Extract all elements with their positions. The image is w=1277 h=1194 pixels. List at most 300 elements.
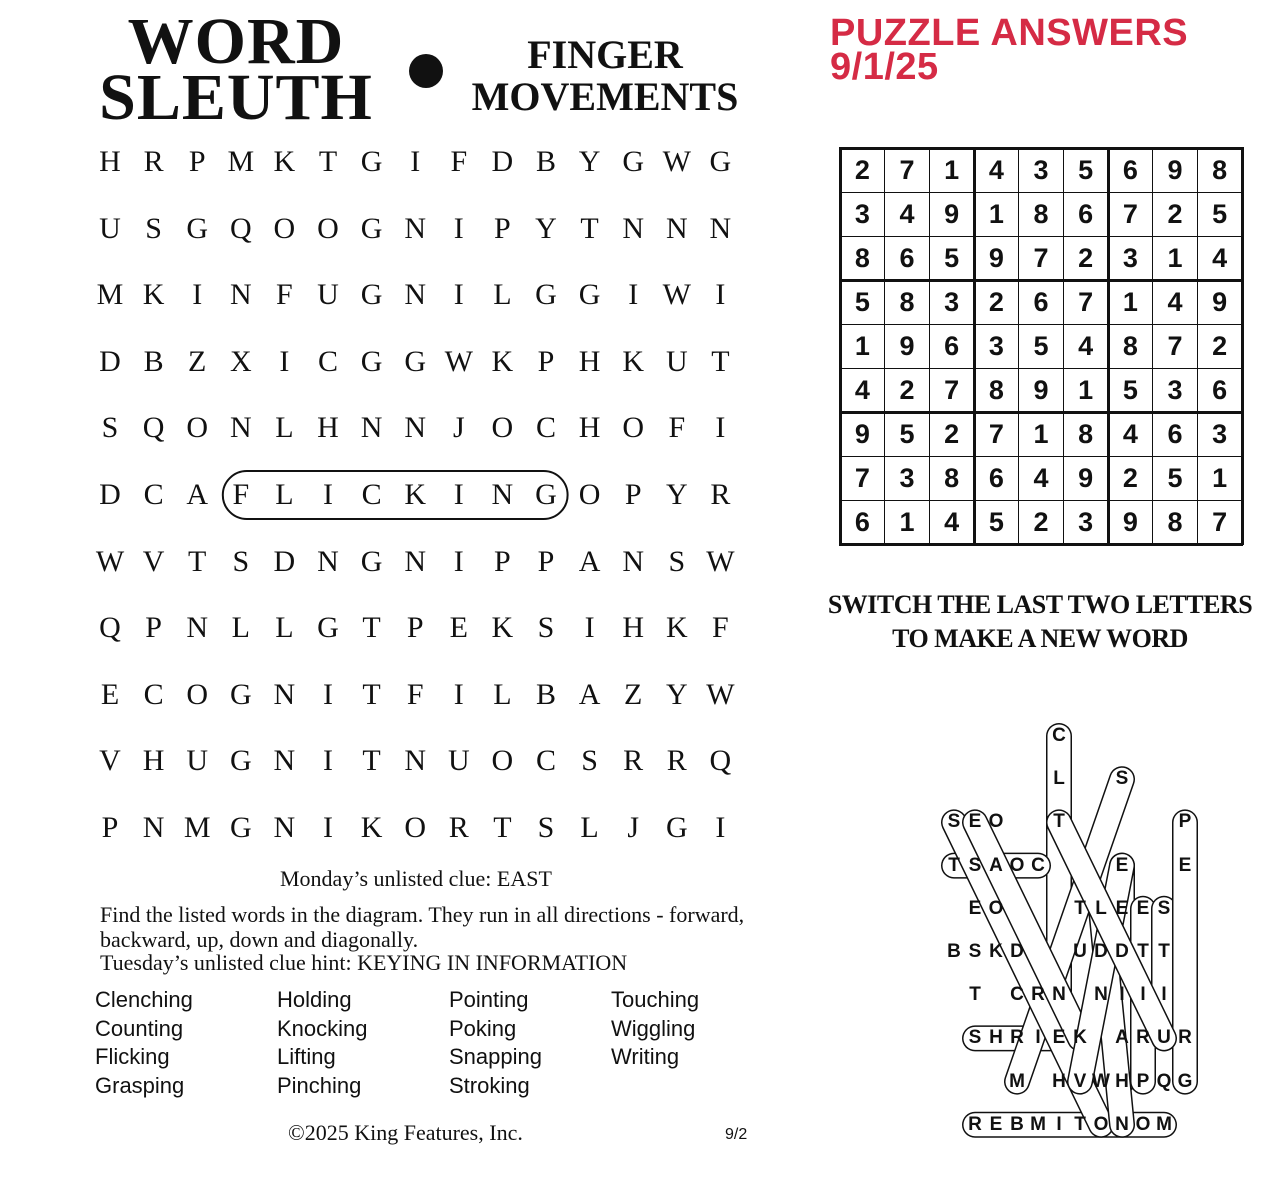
grid-letter: N — [622, 544, 645, 578]
grid-letter: T — [711, 344, 730, 378]
grid-letter: R — [143, 145, 164, 178]
word-list-item: Grasping — [95, 1072, 185, 1098]
grid-letter: Z — [624, 677, 643, 711]
answers-title-line-1: PUZZLE ANSWERS — [830, 12, 1189, 54]
switch-grid-letter: B — [947, 941, 961, 962]
switch-grid-letter: I — [1056, 1113, 1062, 1135]
word-list-item: Knocking — [277, 1015, 368, 1041]
grid-letter: I — [715, 278, 726, 312]
switch-grid-letter: O — [988, 811, 1004, 833]
word-list-column-1 — [95, 986, 193, 1100]
grid-letter: W — [662, 278, 691, 312]
switch-grid-letter: R — [1031, 984, 1045, 1006]
grid-letter: G — [622, 145, 645, 178]
grid-letter: A — [578, 677, 601, 711]
word-list-item: Pinching — [277, 1072, 362, 1098]
sudoku-cell: 8 — [1122, 330, 1138, 361]
switch-grid-letter: H — [1052, 1070, 1066, 1092]
sudoku-cell: 5 — [1212, 198, 1228, 229]
grid-letter: P — [188, 145, 206, 178]
switch-grid-letter: N — [1052, 984, 1066, 1006]
switch-grid-letter: O — [1009, 854, 1025, 876]
grid-letter: S — [101, 411, 119, 445]
sudoku-cell: 3 — [854, 198, 870, 229]
word-list-item: Wiggling — [611, 1015, 696, 1041]
switch-grid-letter: C — [1010, 984, 1024, 1006]
monday-clue-value: EAST — [496, 866, 552, 891]
sudoku-cell: 6 — [854, 506, 870, 537]
grid-letter: C — [143, 677, 164, 711]
grid-letter: K — [273, 145, 296, 178]
word-list-item: Poking — [449, 1015, 517, 1041]
sudoku-gridline — [839, 456, 1243, 457]
instructions-text: Find the listed words in the diagram. They run in all directions - forward, backward, up, down and diagonally. — [100, 902, 745, 952]
grid-letter: C — [361, 478, 382, 511]
switch-grid-letter: L — [1095, 897, 1107, 919]
grid-letter: N — [186, 611, 209, 645]
grid-letter: Z — [188, 344, 207, 378]
copyright-notice: ©2025 King Features, Inc. — [288, 1120, 523, 1145]
grid-letter: F — [232, 478, 250, 511]
grid-letter: O — [491, 744, 514, 778]
grid-letter: T — [493, 811, 512, 844]
switch-grid-letter: E — [1136, 897, 1150, 919]
grid-letter: R — [623, 744, 644, 778]
grid-letter: K — [622, 344, 645, 378]
sudoku-cell: 1 — [944, 154, 960, 185]
grid-letter: S — [145, 211, 162, 245]
grid-letter: S — [581, 744, 598, 778]
sudoku-cell: 7 — [854, 462, 870, 493]
sudoku-cell: 7 — [944, 374, 960, 405]
switch-grid-letter: K — [1073, 1027, 1087, 1049]
grid-letter: N — [273, 744, 296, 778]
grid-letter: P — [537, 344, 555, 378]
grid-letter: G — [360, 344, 383, 378]
theme-line-2: MOVEMENTS — [471, 74, 739, 119]
grid-letter: B — [535, 677, 556, 711]
grid-letter: Q — [142, 411, 165, 445]
word-list-item: Pointing — [449, 987, 529, 1012]
grid-letter: G — [535, 478, 557, 511]
grid-letter: K — [404, 478, 427, 511]
grid-letter: O — [317, 211, 339, 245]
switch-grid-letter: V — [1073, 1070, 1087, 1092]
grid-letter: N — [229, 411, 252, 445]
title-line-sleuth: SLEUTH — [99, 61, 373, 134]
grid-letter: G — [709, 145, 732, 178]
switch-letters-title — [820, 588, 1260, 656]
grid-letter: V — [142, 544, 165, 578]
sudoku-cell: 4 — [1122, 418, 1138, 449]
sudoku-cell: 5 — [944, 242, 960, 273]
switch-grid-letter: T — [1137, 941, 1149, 962]
theme-line-1: FINGER — [527, 32, 683, 77]
grid-letter: P — [494, 211, 511, 245]
grid-letter: D — [99, 344, 121, 378]
sudoku-cell: 2 — [1167, 198, 1183, 229]
answers-title — [830, 12, 1189, 88]
grid-letter: G — [578, 278, 601, 312]
sudoku-cell: 9 — [1033, 374, 1049, 405]
grid-letter: Y — [535, 211, 557, 245]
sudoku-cell: 1 — [988, 198, 1004, 229]
sudoku-cell: 2 — [899, 374, 915, 405]
grid-letter: O — [578, 478, 601, 511]
switch-grid-letter: E — [1178, 854, 1192, 876]
sudoku-cell: 3 — [988, 330, 1004, 361]
sudoku-cell: 6 — [1078, 198, 1094, 229]
grid-letter: K — [491, 611, 514, 645]
switch-grid-letter: T — [1074, 897, 1086, 919]
sudoku-cell: 9 — [1212, 286, 1228, 317]
sudoku-cell: 7 — [1033, 242, 1049, 273]
grid-letter: W — [444, 344, 473, 378]
grid-letter: N — [622, 211, 645, 245]
grid-letter: D — [491, 145, 514, 178]
switch-grid-letter: E — [1115, 854, 1129, 876]
grid-letter: F — [276, 278, 293, 312]
sudoku-cell: 5 — [1078, 154, 1094, 185]
grid-letter: K — [491, 344, 514, 378]
grid-letter: R — [666, 744, 687, 778]
sudoku-cell: 1 — [1122, 286, 1138, 317]
grid-letter: O — [273, 211, 296, 245]
grid-letter: S — [537, 611, 555, 645]
grid-letter: J — [627, 811, 640, 844]
sudoku-cell: 9 — [1167, 154, 1183, 185]
grid-letter: J — [452, 411, 465, 445]
grid-letter: W — [662, 145, 691, 178]
sudoku-cell: 8 — [854, 242, 870, 273]
grid-letter: G — [535, 278, 557, 312]
switch-grid-letter: N — [1115, 1113, 1129, 1135]
grid-letter: G — [360, 211, 383, 245]
grid-letter: G — [360, 145, 383, 178]
switch-grid-letter: L — [1053, 768, 1065, 790]
switch-grid-letter: W — [1092, 1070, 1110, 1092]
circled-word-loop — [88, 140, 748, 860]
switch-grid-letter: R — [1136, 1027, 1150, 1049]
grid-letter: L — [275, 611, 294, 645]
sudoku-cell: 9 — [854, 418, 870, 449]
grid-letter: P — [406, 611, 424, 645]
sudoku-answer-grid — [840, 148, 1242, 544]
word-list-item: Holding — [277, 987, 352, 1012]
switch-grid-letter: M — [1009, 1070, 1025, 1092]
grid-letter: I — [323, 677, 333, 711]
sudoku-cell: 2 — [1033, 506, 1049, 537]
sudoku-cell: 4 — [899, 198, 915, 229]
sudoku-cell: 2 — [944, 418, 960, 449]
grid-letter: F — [668, 411, 686, 445]
switch-grid-letter: U — [1073, 941, 1087, 962]
switch-grid-letter: D — [1115, 941, 1129, 962]
switch-grid-letter: G — [1177, 1070, 1193, 1092]
grid-letter: M — [183, 811, 211, 844]
grid-letter: P — [624, 478, 642, 511]
monday-clue — [280, 866, 552, 891]
grid-letter: P — [537, 544, 555, 578]
word-list-item: Snapping — [449, 1044, 542, 1069]
grid-letter: S — [537, 811, 555, 844]
sudoku-cell: 5 — [988, 506, 1004, 537]
switch-grid-letter: B — [1010, 1113, 1024, 1135]
sudoku-cell: 2 — [1122, 462, 1138, 493]
grid-letter: H — [578, 344, 601, 378]
grid-letter: E — [449, 611, 468, 645]
sudoku-cell: 7 — [988, 418, 1004, 449]
grid-letter: L — [275, 411, 294, 445]
switch-grid-letter: T — [1158, 941, 1170, 962]
tuesday-hint — [100, 950, 627, 975]
grid-letter: G — [317, 611, 339, 645]
switch-grid-letter: E — [1115, 897, 1129, 919]
sudoku-cell: 9 — [1078, 462, 1094, 493]
sudoku-cell: 1 — [1078, 374, 1094, 405]
sudoku-cell: 7 — [1167, 330, 1183, 361]
switch-grid-letter: A — [989, 854, 1003, 876]
grid-letter: L — [275, 478, 294, 511]
grid-letter: O — [404, 811, 427, 844]
switch-grid-letter: I — [1035, 1027, 1041, 1049]
puzzle-theme — [455, 34, 755, 118]
sudoku-cell: 8 — [944, 462, 960, 493]
word-list-column-3 — [449, 986, 542, 1100]
sudoku-cell: 9 — [988, 242, 1004, 273]
grid-letter: K — [360, 811, 383, 844]
sudoku-gridline — [1241, 147, 1244, 545]
grid-letter: I — [715, 411, 726, 445]
grid-letter: U — [665, 344, 688, 378]
grid-letter: N — [665, 211, 688, 245]
sudoku-cell: 1 — [854, 330, 870, 361]
sudoku-cell: 8 — [1033, 198, 1049, 229]
switch-grid-letter: D — [1010, 941, 1024, 962]
switch-grid-letter: P — [1136, 1070, 1150, 1092]
grid-letter: F — [712, 611, 729, 645]
switch-grid-letter: T — [948, 854, 960, 876]
grid-letter: S — [668, 544, 686, 578]
sudoku-cell: 4 — [1212, 242, 1228, 273]
grid-letter: L — [231, 611, 250, 645]
switch-grid-letter: S — [968, 1027, 982, 1049]
switch-grid-letter: M — [1030, 1113, 1046, 1135]
switch-grid-letter: T — [1074, 1113, 1086, 1135]
grid-letter: I — [192, 278, 203, 312]
sudoku-cell: 4 — [1078, 330, 1094, 361]
switch-grid-letter: C — [1052, 725, 1066, 746]
grid-letter: O — [491, 411, 514, 445]
grid-letter: I — [453, 211, 464, 245]
sudoku-gridline — [929, 147, 930, 545]
sudoku-cell: 6 — [1212, 374, 1228, 405]
sudoku-cell: 4 — [1033, 462, 1049, 493]
switch-grid-letter: O — [988, 897, 1004, 919]
word-list-item: Stroking — [449, 1072, 530, 1098]
sudoku-cell: 4 — [1167, 286, 1183, 317]
switch-grid-letter: U — [1157, 1027, 1171, 1049]
sudoku-cell: 5 — [1033, 330, 1049, 361]
grid-letter: I — [279, 344, 290, 378]
grid-letter: G — [186, 211, 209, 245]
sudoku-cell: 9 — [1122, 506, 1138, 537]
title-line-word: WORD — [127, 5, 345, 78]
word-list-item: Counting — [95, 1015, 184, 1041]
sudoku-cell: 3 — [1122, 242, 1138, 273]
circled-word-loop-shape — [223, 471, 568, 519]
switch-grid-letter: P — [1178, 811, 1192, 833]
grid-letter: G — [404, 344, 427, 378]
sudoku-cell: 8 — [1167, 506, 1183, 537]
word-list-item: Writing — [611, 1044, 680, 1069]
grid-letter: H — [99, 145, 121, 178]
sudoku-cell: 8 — [988, 374, 1004, 405]
sudoku-cell: 3 — [1212, 418, 1228, 449]
grid-letter: G — [360, 544, 383, 578]
grid-letter: Q — [709, 744, 732, 778]
sudoku-cell: 1 — [1033, 418, 1049, 449]
grid-letter: I — [453, 677, 464, 711]
sudoku-cell: 6 — [1167, 418, 1183, 449]
grid-letter: M — [227, 145, 255, 178]
word-list-item: Clenching — [95, 987, 193, 1012]
grid-letter: T — [362, 677, 381, 711]
sudoku-cell: 7 — [899, 154, 915, 185]
switch-grid-letter: Q — [1156, 1070, 1172, 1092]
sudoku-cell: 6 — [944, 330, 960, 361]
grid-letter: P — [145, 611, 162, 645]
puzzle-title — [86, 5, 386, 134]
sudoku-gridline — [839, 411, 1243, 414]
grid-letter: G — [229, 811, 252, 844]
sudoku-gridline — [1018, 147, 1019, 545]
switch-grid-letter: K — [989, 941, 1003, 962]
grid-letter: F — [406, 677, 424, 711]
sudoku-cell: 3 — [899, 462, 915, 493]
sudoku-cell: 6 — [988, 462, 1004, 493]
grid-letter: H — [317, 411, 339, 445]
grid-letter: R — [448, 811, 469, 844]
sudoku-cell: 5 — [899, 418, 915, 449]
sudoku-cell: 7 — [1212, 506, 1228, 537]
grid-letter: Q — [99, 611, 121, 645]
sudoku-cell: 6 — [1122, 154, 1138, 185]
sudoku-cell: 6 — [1033, 286, 1049, 317]
grid-letter: I — [410, 145, 421, 178]
switch-grid-letter: S — [968, 941, 982, 962]
sudoku-cell: 5 — [854, 286, 870, 317]
grid-letter: N — [709, 211, 732, 245]
grid-letter: K — [665, 611, 688, 645]
sudoku-cell: 4 — [988, 154, 1004, 185]
grid-letter: U — [186, 744, 209, 778]
switch-grid-letter: C — [1031, 854, 1045, 876]
grid-letter: N — [142, 811, 165, 844]
grid-letter: U — [317, 278, 339, 312]
sudoku-cell: 1 — [899, 506, 915, 537]
sudoku-cell: 3 — [1078, 506, 1094, 537]
grid-letter: T — [188, 544, 207, 578]
sudoku-cell: 9 — [899, 330, 915, 361]
sudoku-gridline — [1107, 147, 1110, 545]
switch-grid-letter: E — [989, 1113, 1003, 1135]
sudoku-cell: 8 — [899, 286, 915, 317]
switch-grid-letter: M — [1156, 1113, 1172, 1135]
sudoku-gridline — [839, 368, 1243, 369]
sudoku-cell: 4 — [944, 506, 960, 537]
grid-letter: W — [706, 544, 735, 578]
sudoku-cell: 6 — [899, 242, 915, 273]
grid-letter: N — [404, 544, 427, 578]
switch-grid-letter: I — [1161, 984, 1167, 1006]
switch-grid-letter: O — [1135, 1113, 1151, 1135]
grid-letter: R — [710, 478, 731, 511]
sudoku-gridline — [839, 500, 1243, 501]
grid-letter: G — [665, 811, 688, 844]
grid-letter: B — [143, 344, 164, 378]
grid-letter: T — [362, 611, 381, 645]
sudoku-gridline — [839, 147, 842, 545]
grid-letter: Y — [665, 677, 688, 711]
grid-letter: W — [706, 677, 735, 711]
sudoku-cell: 8 — [1212, 154, 1228, 185]
sudoku-gridline — [839, 324, 1243, 325]
switch-grid-letter: S — [968, 854, 982, 876]
grid-letter: A — [578, 544, 601, 578]
grid-letter: T — [318, 145, 338, 178]
switch-grid-letter: S — [1115, 768, 1129, 790]
grid-letter: T — [580, 211, 599, 245]
switch-grid-letter: E — [968, 897, 982, 919]
switch-grid-letter: R — [1010, 1027, 1024, 1049]
grid-letter: I — [628, 278, 639, 312]
grid-letter: C — [535, 411, 556, 445]
grid-letter: K — [142, 278, 165, 312]
switch-grid-letter: I — [1140, 984, 1146, 1006]
grid-letter: I — [323, 478, 333, 511]
sudoku-gridline — [839, 279, 1243, 282]
sudoku-cell: 7 — [1078, 286, 1094, 317]
grid-letter: H — [622, 611, 645, 645]
switch-letters-answer-grid — [900, 720, 1200, 1160]
sudoku-cell: 8 — [1078, 418, 1094, 449]
title-bullet-dot — [409, 54, 443, 88]
grid-letter: N — [360, 411, 383, 445]
grid-letter: S — [232, 544, 250, 578]
grid-letter: A — [186, 478, 209, 511]
grid-letter: G — [360, 278, 383, 312]
switch-grid-letter: A — [1115, 1027, 1129, 1049]
page-date: 9/2 — [725, 1126, 748, 1143]
grid-letter: Y — [578, 145, 601, 178]
tuesday-hint-value: KEYING IN INFORMATION — [357, 950, 628, 975]
grid-letter: T — [362, 744, 381, 778]
grid-letter: N — [404, 211, 427, 245]
sudoku-gridline — [1063, 147, 1064, 545]
sudoku-gridline — [839, 236, 1243, 237]
sudoku-cell: 2 — [1212, 330, 1228, 361]
grid-letter: C — [317, 344, 338, 378]
grid-letter: I — [453, 278, 464, 312]
word-list-item: Flicking — [95, 1044, 170, 1069]
grid-letter: I — [323, 811, 333, 844]
grid-letter: G — [229, 744, 252, 778]
word-search-grid — [88, 140, 748, 860]
grid-letter: P — [101, 811, 119, 844]
grid-letter: L — [580, 811, 599, 844]
sudoku-cell: 1 — [1167, 242, 1183, 273]
